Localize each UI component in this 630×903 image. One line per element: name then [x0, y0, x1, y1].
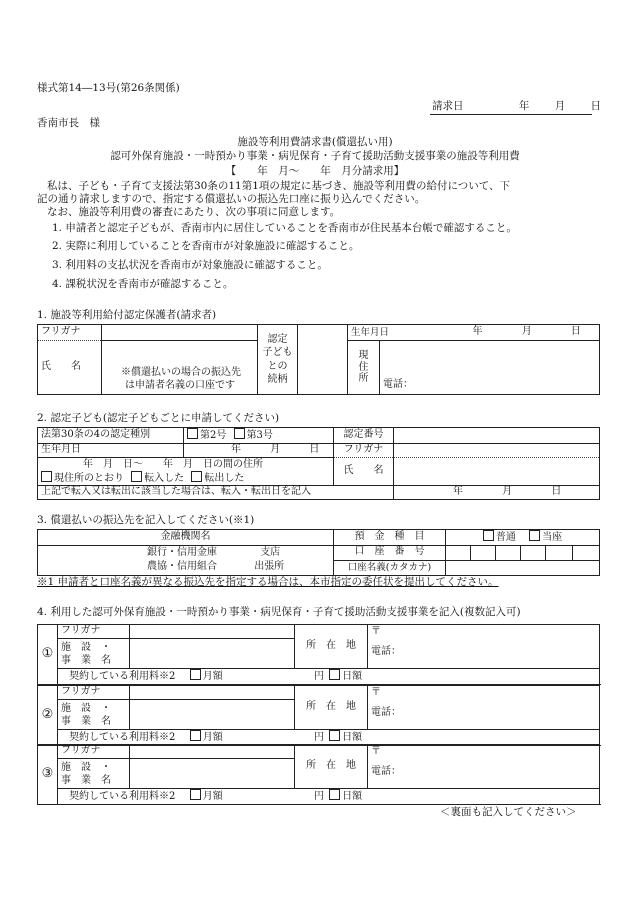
bank-table [37, 529, 600, 576]
facility-furigana-label: フリガナ [58, 625, 130, 639]
facility-name-label: 施 設 ・ 事 業 名 [58, 759, 130, 789]
form-number: 様式第14―13号(第26条関係) [37, 82, 180, 94]
checkbox-monthly[interactable] [190, 789, 201, 800]
form-title: 施設等利用費請求書(償還払い用) [237, 136, 393, 148]
account-holder-input[interactable] [446, 560, 600, 575]
guardian-phone-label: 電話： [383, 378, 413, 390]
bank-row-2[interactable]: 農協・信用組合 出張所 [38, 560, 334, 575]
guardian-furigana-label: フリガナ [38, 325, 102, 341]
account-digit-1[interactable] [446, 545, 471, 560]
child-dob-label: 生年月日 [38, 443, 184, 457]
request-date-underline [430, 114, 592, 115]
account-number-label: 口 座 番 号 [334, 545, 446, 560]
consent-item-1: 1. 申請者と認定子どもが、香南市内に居住していることを香南市が住民基本台帳で確認すること。 [52, 222, 517, 234]
bank-row-1[interactable]: 銀行・信用金庫 支店 [38, 545, 334, 560]
section4-heading: 4. 利用した認可外保育施設・一時預かり事業・病児保育・子育て援助活動支援事業を記入(複数記入可) [37, 606, 521, 618]
facility-name-input[interactable] [130, 639, 295, 669]
checkbox-moved-out[interactable] [191, 471, 202, 482]
facility-table-3 [37, 744, 600, 805]
checkbox-daily[interactable] [329, 789, 340, 800]
facility-location-input[interactable]: 〒 電話： [368, 686, 600, 730]
back-side-note: ＜裏面も記入してください＞ [440, 806, 577, 818]
facility-location-input[interactable]: 〒 電話： [368, 625, 600, 669]
guardian-name-input[interactable]: ※償還払いの場合の振込先 は申請者名義の口座です [102, 341, 258, 395]
checkbox-daily[interactable] [329, 730, 340, 741]
facility-furigana-label: フリガナ [58, 686, 130, 700]
checkbox-monthly[interactable] [190, 730, 201, 741]
child-furigana-label: フリガナ [334, 443, 394, 457]
account-digit-4[interactable] [521, 545, 546, 560]
facility-location-label: 所 在 地 [295, 745, 368, 789]
cert-number-input[interactable] [394, 428, 600, 444]
guardian-address-input[interactable] [380, 341, 600, 395]
account-digit-3[interactable] [496, 545, 521, 560]
cert-type-options[interactable]: 第2号 第3号 [184, 428, 334, 444]
consent-item-2: 2. 実際に利用していることを香南市が対象施設に確認すること。 [52, 240, 360, 252]
move-note: 上記で転入又は転出に該当した場合は、転入・転出日を記入 [38, 485, 394, 499]
facility-fee-row[interactable]: 契約している利用料※2 月額 円 日額 [58, 730, 600, 746]
bank-note: ※1 申請者と口座名義が異なる振込先を指定する場合は、本市指定の委任状を提出してください。 [37, 576, 499, 588]
deposit-type-label: 預 金 種 目 [334, 530, 446, 546]
bank-name-label: 金融機関名 [38, 530, 334, 546]
checkbox-current[interactable] [529, 530, 540, 541]
relation-label: 認定 子ども との 続柄 [258, 325, 298, 395]
facility-number: ③ [38, 745, 58, 805]
intro-text: 私は、子ども・子育て支援法第30条の11第1項の規定に基づき、施設等利用費の給付について、下 [47, 180, 511, 192]
checkbox-moved-in[interactable] [131, 471, 142, 482]
checkbox-monthly[interactable] [190, 669, 201, 680]
account-digit-2[interactable] [471, 545, 496, 560]
addressee: 香南市長 様 [37, 117, 100, 129]
relation-input[interactable] [298, 325, 348, 395]
consent-item-3: 3. 利用料の支払状況を香南市が対象施設に確認すること。 [52, 259, 328, 271]
facility-furigana-input[interactable] [130, 686, 295, 700]
child-table [37, 427, 600, 500]
section3-heading: 3. 償還払いの振込先を記入してください(※1) [37, 514, 255, 526]
deposit-type-options[interactable]: 普通 当座 [446, 530, 600, 546]
move-date-input[interactable]: 年 月 日 [394, 485, 600, 499]
section2-heading: 2. 認定子ども(認定子どもごとに申請してください) [37, 412, 280, 424]
child-name-input[interactable] [394, 457, 600, 485]
cert-type-label: 法第30条の4の認定種別 [38, 428, 184, 444]
facility-location-label: 所 在 地 [295, 625, 368, 669]
account-digit-5[interactable] [546, 545, 573, 560]
facility-location-label: 所 在 地 [295, 686, 368, 730]
intro-text-cont: 記の通り請求しますので、指定する償還払いの振込先口座に振り込んでください。 [37, 193, 426, 205]
checkbox-same-address[interactable] [41, 471, 52, 482]
child-address-period[interactable]: 年 月 日～ 年 月 日の間の住所 現住所のとおり 転入した 転出した [38, 457, 334, 485]
child-name-label: 氏 名 [334, 457, 394, 485]
checkbox-daily[interactable] [329, 669, 340, 680]
section1-heading: 1. 施設等利用給付認定保護者(請求者) [37, 309, 217, 321]
child-furigana-input[interactable] [394, 443, 600, 457]
guardian-dob-input[interactable]: 年 月 日 [380, 325, 600, 341]
checkbox-ordinary[interactable] [483, 530, 494, 541]
facility-table-2 [37, 685, 600, 746]
facility-furigana-input[interactable] [130, 625, 295, 639]
guardian-furigana-input[interactable] [102, 325, 258, 341]
checkbox-no2[interactable] [187, 428, 198, 439]
facility-name-label: 施 設 ・ 事 業 名 [58, 639, 130, 669]
form-subtitle: 認可外保育施設・一時預かり事業・病児保育・子育て援助活動支援事業の施設等利用費 [110, 150, 520, 162]
facility-name-label: 施 設 ・ 事 業 名 [58, 700, 130, 730]
account-holder-label: 口座名義(カタカナ) [334, 560, 446, 575]
facility-location-input[interactable]: 〒 電話： [368, 745, 600, 789]
consent-item-4: 4. 課税状況を香南市が確認すること。 [52, 278, 234, 290]
facility-name-input[interactable] [130, 759, 295, 789]
request-date: 請求日 年 月 日 [432, 100, 602, 112]
facility-table-1 [37, 624, 600, 685]
billing-period: 【 年 月～ 年 月分請求用】 [225, 165, 405, 177]
guardian-name-label: 氏 名 [38, 341, 102, 395]
child-dob-input[interactable]: 年 月 日 [184, 443, 334, 457]
checkbox-no3[interactable] [234, 428, 245, 439]
guardian-dob-label: 生年月日 [348, 325, 380, 341]
facility-furigana-label: フリガナ [58, 745, 130, 759]
facility-number: ② [38, 686, 58, 746]
account-digit-6[interactable] [573, 545, 600, 560]
facility-fee-row[interactable]: 契約している利用料※2 月額 円 日額 [58, 789, 600, 805]
facility-number: ① [38, 625, 58, 685]
facility-furigana-input[interactable] [130, 745, 295, 759]
consent-intro: なお、施設等利用費の審査にあたり、次の事項に同意します。 [47, 206, 341, 218]
facility-fee-row[interactable]: 契約している利用料※2 月額 円 日額 [58, 669, 600, 685]
guardian-table [37, 324, 600, 395]
facility-name-input[interactable] [130, 700, 295, 730]
cert-number-label: 認定番号 [334, 428, 394, 444]
request-date-label: 請求日 [432, 100, 464, 112]
guardian-address-label: 現 住 所 [348, 341, 380, 395]
